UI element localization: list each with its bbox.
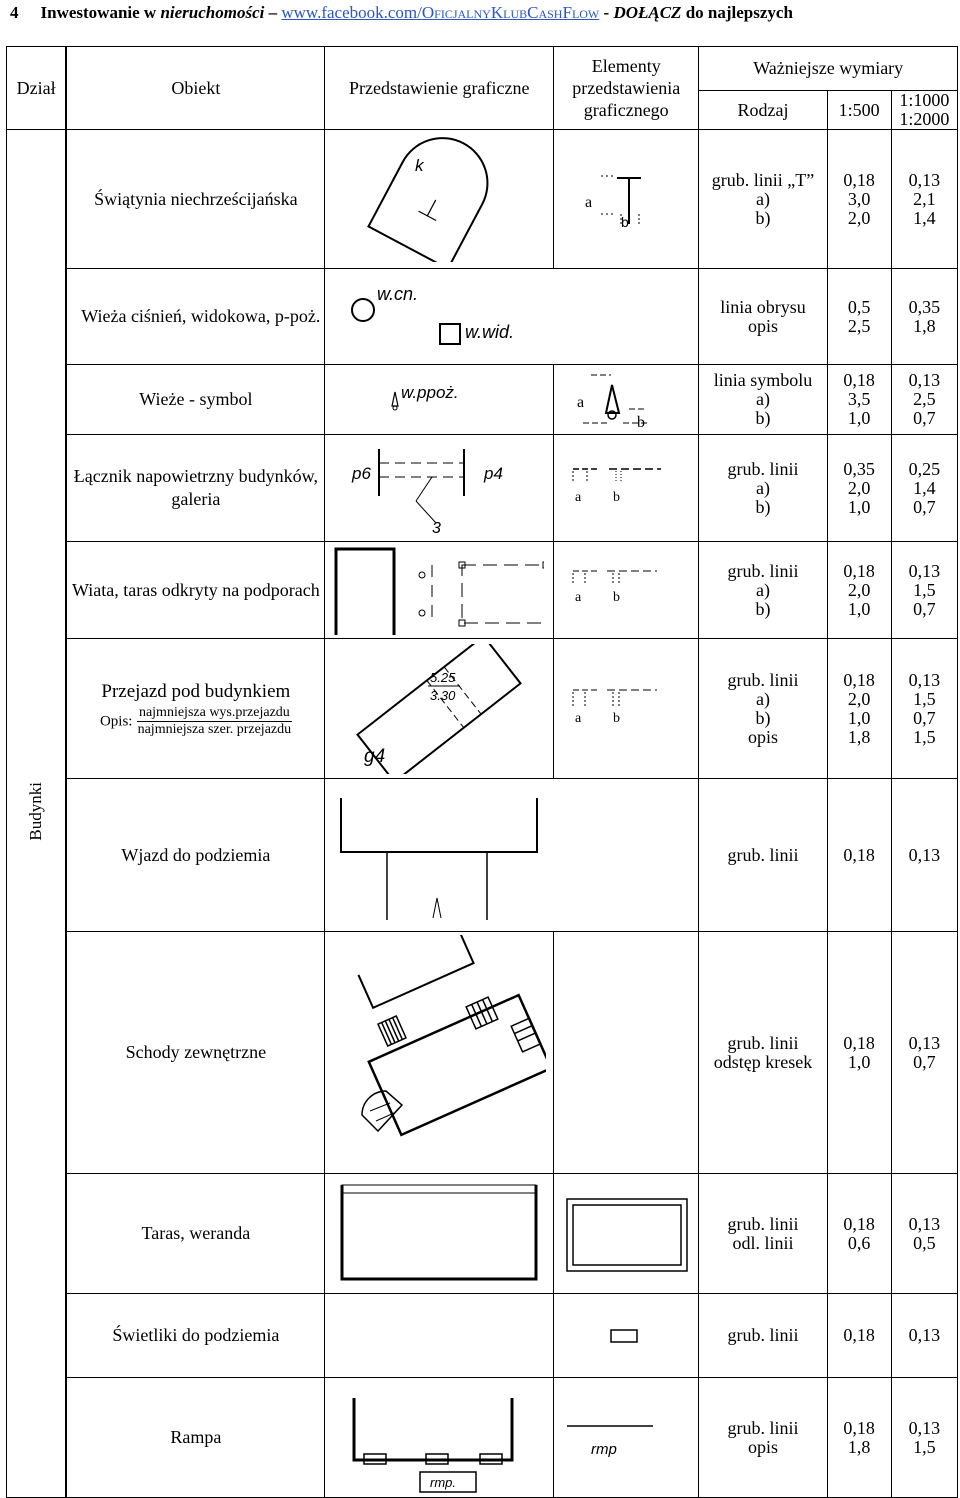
v1000-cell: 0,25 1,4 0,7: [891, 435, 957, 542]
tower-figure: [325, 269, 699, 365]
header-row-1: [7, 47, 958, 91]
object-name: Wjazd do podziemia: [66, 779, 325, 932]
table-row: [7, 932, 958, 1174]
entrance-figure: [325, 779, 699, 932]
tower-symbol-elements: [554, 365, 699, 435]
label-b: b: [613, 490, 621, 505]
connector-elements: [554, 435, 699, 542]
object-name: Łącznik napowietrzny budynków, galeria: [66, 435, 325, 542]
v1000-cell: 0,13 1,5 0,7 1,5: [891, 639, 957, 779]
label-a: a: [575, 590, 582, 605]
ramp-label: rmp.: [430, 1474, 457, 1490]
v1000-cell: 0,13 2,1 1,4: [891, 130, 957, 269]
col-elementy: Elementy przedstawienia graficznego: [554, 47, 699, 130]
page-header: 4 Inwestowanie w nieruchomości – www.facebook.com/OFICJALNYKLUBCASHFLOW - DOŁĄCZ do najlepszych: [10, 3, 793, 22]
v1000-cell: 0,13 0,5: [891, 1174, 957, 1294]
col-obiekt: Obiekt: [66, 47, 325, 130]
table-row: [7, 1174, 958, 1294]
connector-label-count: 3: [432, 519, 442, 536]
object-name: Przejazd pod budynkiem: [101, 680, 291, 702]
rodzaj-cell: grub. linii: [699, 779, 827, 932]
rodzaj-cell: grub. linii: [699, 1294, 827, 1378]
table-row: [7, 1294, 958, 1378]
table-row: [7, 779, 958, 932]
ramp-element-label: rmp: [591, 1440, 618, 1458]
facebook-link[interactable]: www.facebook.com/OFICJALNYKLUBCASHFLOW: [281, 3, 600, 22]
passage-figure: [325, 639, 554, 779]
col-przedstawienie: Przedstawienie graficzne: [325, 47, 554, 130]
rodzaj-cell: grub. linii odl. linii: [699, 1174, 827, 1294]
passage-height: 5.25: [430, 669, 456, 685]
v500-cell: 0,18: [827, 1294, 891, 1378]
skylight-elements: [554, 1294, 699, 1378]
passage-width: 3.30: [430, 687, 456, 703]
page-number: 4: [10, 3, 19, 22]
passage-elements: [554, 639, 699, 779]
v500-cell: 0,18 2,0 1,0 1,8: [827, 639, 891, 779]
shelter-elements: [554, 542, 699, 639]
v500-cell: 0,18 3,0 2,0: [827, 130, 891, 269]
temple-elements: [554, 130, 699, 269]
symbols-table: [6, 46, 958, 1498]
label-a: a: [585, 194, 593, 211]
table-row: [7, 435, 958, 542]
v500-cell: 0,18 3,5 1,0: [827, 365, 891, 435]
passage-label: g4: [364, 745, 386, 767]
col-1000-2000: 1:1000 1:2000: [891, 91, 957, 130]
label-a: a: [575, 710, 582, 726]
shelter-figure: [325, 542, 554, 639]
v500-cell: 0,5 2,5: [827, 269, 891, 365]
table-row: [7, 130, 958, 269]
col-rodzaj: Rodzaj: [699, 91, 827, 130]
rodzaj-cell: grub. linii a) b): [699, 542, 827, 639]
object-name: Świetliki do podziemia: [66, 1294, 325, 1378]
connector-label-left: p6: [352, 463, 372, 483]
object-name: Schody zewnętrzne: [66, 932, 325, 1174]
v1000-cell: 0,13 2,5 0,7: [891, 365, 957, 435]
tower-symbol-label: w.ppoż.: [401, 382, 459, 402]
v500-cell: 0,18 0,6: [827, 1174, 891, 1294]
v1000-cell: 0,13: [891, 1294, 957, 1378]
header-title: Inwestowanie w nieruchomości –: [40, 3, 282, 22]
v1000-cell: 0,13: [891, 779, 957, 932]
table-row: [7, 269, 958, 365]
ramp-elements: [554, 1378, 699, 1498]
rodzaj-cell: grub. linii „T” a) b): [699, 130, 827, 269]
stairs-elements-empty: [554, 932, 699, 1174]
ramp-figure: [325, 1378, 554, 1498]
col-dzial: Dział: [7, 47, 67, 130]
object-name: Wiata, taras odkryty na podporach: [66, 542, 325, 639]
object-cell: [66, 639, 325, 779]
label-b: b: [613, 710, 621, 726]
object-name: Rampa: [66, 1378, 325, 1498]
v1000-cell: 0,35 1,8: [891, 269, 957, 365]
rodzaj-cell: grub. linii odstęp kresek: [699, 932, 827, 1174]
col-wymiary: Ważniejsze wymiary: [699, 47, 958, 91]
opis-fraction: $\frac{\text{najmniejsza wys.przejazdu}}{\text{najmniejsza szer. przejazdu}}$: [137, 704, 292, 737]
opis-label: Opis:: [99, 713, 133, 730]
label-a: a: [577, 393, 585, 411]
col-500: 1:500: [827, 91, 891, 130]
v500-cell: 0,18: [827, 779, 891, 932]
temple-figure: [325, 130, 554, 269]
v500-cell: 0,18 1,8: [827, 1378, 891, 1498]
skylight-figure-empty: [325, 1294, 554, 1378]
v500-cell: 0,18 1,0: [827, 932, 891, 1174]
tower-label-1: w.cn.: [377, 283, 419, 304]
terrace-figure: [325, 1174, 554, 1294]
v1000-cell: 0,13 1,5: [891, 1378, 957, 1498]
rodzaj-cell: linia obrysu opis: [699, 269, 827, 365]
v1000-cell: 0,13 1,5 0,7: [891, 542, 957, 639]
v500-cell: 0,18 2,0 1,0: [827, 542, 891, 639]
rodzaj-cell: grub. linii a) b): [699, 435, 827, 542]
connector-figure: [325, 435, 554, 542]
tower-symbol-figure: [325, 365, 554, 435]
label-b: b: [613, 590, 621, 605]
terrace-elements: [554, 1174, 699, 1294]
rodzaj-cell: grub. linii opis: [699, 1378, 827, 1498]
object-name: Wieże - symbol: [66, 365, 325, 435]
table-row: [7, 639, 958, 779]
stairs-figure: [325, 932, 554, 1174]
table-row: [7, 365, 958, 435]
rodzaj-cell: linia symbolu a) b): [699, 365, 827, 435]
label-b: b: [637, 413, 646, 431]
tower-label-2: w.wid.: [465, 321, 515, 342]
label-a: a: [575, 490, 582, 505]
v500-cell: 0,35 2,0 1,0: [827, 435, 891, 542]
join-text: DOŁĄCZ: [613, 3, 682, 22]
section-cell: [7, 130, 67, 1498]
section-label: Budynki: [26, 781, 46, 841]
table-row: [7, 542, 958, 639]
object-name: Wieża ciśnień, widokowa, p-poż.: [66, 269, 325, 365]
rodzaj-cell: grub. linii a) b) opis: [699, 639, 827, 779]
object-name: Taras, weranda: [66, 1174, 325, 1294]
object-name: Świątynia niechrześcijańska: [66, 130, 325, 269]
label-b: b: [621, 214, 630, 230]
v1000-cell: 0,13 0,7: [891, 932, 957, 1174]
connector-label-right: p4: [484, 463, 504, 483]
temple-label: k: [415, 155, 424, 175]
table-row: [7, 1378, 958, 1498]
